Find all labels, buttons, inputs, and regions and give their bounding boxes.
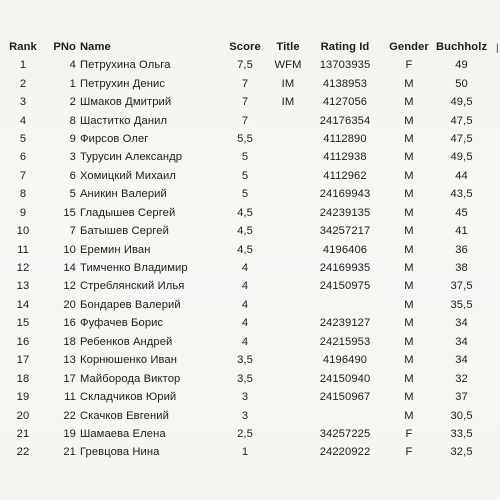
row-rating-id: 4196490 [322,354,368,367]
row-gender: M [404,391,414,404]
row-gender: M [404,77,414,90]
row-gender: M [404,96,414,109]
row-gender: M [404,372,414,385]
row-gender: M [404,151,414,164]
row-buchholz: 37 [455,391,468,404]
row-score: 5 [241,169,249,182]
row-pno: 5 [69,188,76,201]
header-name: Name [80,40,111,53]
row-title [268,369,308,387]
player-name: Петрухин Денис [80,77,166,90]
row-gender: M [404,335,414,348]
table-row [6,259,487,277]
player-name: Турусин Александр [80,151,183,164]
row-gender: M [404,225,414,238]
row-score: 3,5 [237,354,253,367]
row-gender: F [405,446,413,459]
row-pno: 15 [63,206,76,219]
row-pno: 4 [69,59,76,72]
row-buchholz: 32 [455,372,468,385]
row-score: 4,5 [237,206,253,219]
row-pno: 8 [69,114,76,127]
player-name: Тимченко Владимир [80,262,188,275]
player-name: Петрухина Ольга [80,59,171,72]
row-gender: M [404,206,414,219]
row-score: 5 [241,151,249,164]
row-rating-id: 4112962 [323,169,367,182]
row-title [268,240,308,258]
row-rating-id: 4127056 [322,96,368,109]
row-title [268,314,308,332]
row-buchholz: 49,5 [450,96,473,109]
row-score: 4 [241,262,249,275]
row-rating-id: 4112890 [323,132,367,145]
cut-off-column-edge: | [496,43,499,54]
header-score: Score [229,40,261,53]
player-name: Шмаков Дмитрий [80,96,172,109]
row-rating-id: 4112938 [323,151,367,164]
row-gender: M [404,298,414,311]
row-title [268,167,308,185]
player-name: Ребенков Андрей [80,335,173,348]
row-gender: M [404,188,414,201]
table-row [6,443,487,461]
row-rating-id [308,296,382,314]
row-gender: M [404,262,414,275]
row-pno: 20 [63,298,76,311]
row-rating-id: 4196406 [322,243,368,256]
row-rank: 10 [16,225,30,238]
row-pno: 2 [69,96,76,109]
table-row [6,425,487,443]
table-row [6,185,487,203]
row-buchholz: 37,5 [450,280,473,293]
row-buchholz: 34 [455,354,468,367]
row-gender: M [404,169,414,182]
row-rank: 16 [16,335,30,348]
row-buchholz: 36 [455,243,468,256]
row-rank: 19 [16,391,30,404]
row-title [268,277,308,295]
row-rating-id: 24169935 [319,262,371,275]
header-rating-id: Rating Id [320,40,370,53]
table-row [6,74,487,92]
row-rank: 22 [16,446,30,459]
row-score: 4,5 [237,243,253,256]
table-row [6,204,487,222]
row-pno: 22 [63,409,76,422]
table-row [6,296,487,314]
row-score: 7 [241,114,249,127]
row-score: 5 [241,188,249,201]
row-title [268,333,308,351]
table-row [6,111,487,129]
row-score: 3 [241,391,249,404]
row-rating-id: 24150967 [319,391,371,404]
row-pno: 7 [69,225,76,238]
row-buchholz: 33,5 [450,427,473,440]
row-score: 4 [241,317,249,330]
row-rank: 3 [19,96,27,109]
table-row [6,130,487,148]
table-row [6,148,487,166]
row-rank: 13 [16,280,30,293]
row-buchholz: 30,5 [450,409,473,422]
player-name: Бондарев Валерий [80,298,181,311]
table-row [6,277,487,295]
table-row [6,333,487,351]
row-score: 7,5 [237,59,253,72]
row-rank: 15 [16,317,30,330]
row-rating-id: 34257225 [319,427,371,440]
player-name: Гладышев Сергей [80,206,176,219]
row-buchholz: 47,5 [450,132,473,145]
row-score: 7 [241,77,249,90]
row-title [268,296,308,314]
row-title [268,425,308,443]
header-buchholz: Buchholz [436,40,488,53]
table-row [6,351,487,369]
row-rank: 12 [16,262,30,275]
row-buchholz: 38 [455,262,468,275]
row-buchholz: 43,5 [450,188,473,201]
row-title [268,351,308,369]
row-title [268,204,308,222]
row-rank: 21 [16,427,30,440]
row-pno: 17 [63,372,76,385]
player-name: Аникин Валерий [80,188,167,201]
table-row [6,56,487,74]
player-name: Шамаева Елена [80,427,166,440]
row-rank: 2 [19,77,27,90]
header-row [6,37,487,56]
row-buchholz: 34 [455,317,468,330]
player-name: Складчиков Юрий [80,391,177,404]
table-row [6,93,487,111]
row-gender: M [404,280,414,293]
row-gender: M [404,114,414,127]
row-rating-id: 13703935 [319,59,371,72]
row-rank: 20 [16,409,30,422]
row-rank: 9 [19,206,27,219]
row-rank: 1 [19,59,27,72]
row-rating-id: 4138953 [322,77,368,90]
row-gender: F [405,59,413,72]
row-buchholz: 35,5 [450,298,473,311]
row-score: 4,5 [237,225,253,238]
row-buchholz: 32,5 [450,446,473,459]
row-rating-id: 24239127 [319,317,371,330]
standings-table [6,37,487,462]
player-name: Корнюшенко Иван [80,354,178,367]
player-name: Батышев Сергей [80,225,169,238]
row-title [268,222,308,240]
row-rating-id: 24215953 [319,335,371,348]
player-name: Фирсов Олег [80,132,149,145]
row-gender: M [404,132,414,145]
row-buchholz: 44 [455,169,468,182]
table-row [6,222,487,240]
standings-body [6,56,487,462]
row-pno: 1 [69,77,76,90]
row-rank: 14 [16,298,30,311]
row-buchholz: 49,5 [450,151,473,164]
row-rating-id [308,406,382,424]
row-pno: 18 [63,335,76,348]
row-rank: 17 [16,354,30,367]
row-title: IM [281,77,295,90]
row-pno: 11 [64,391,76,404]
player-name: Гревцова Нина [80,446,160,459]
row-title [268,259,308,277]
row-pno: 21 [63,446,76,459]
row-title [268,406,308,424]
row-gender: M [404,243,414,256]
header-rank: Rank [9,40,37,53]
row-rank: 8 [19,188,27,201]
player-name: Майборода Виктор [80,372,181,385]
row-rating-id: 24239135 [319,206,371,219]
row-title [268,130,308,148]
row-rank: 5 [19,132,27,145]
row-gender: M [404,317,414,330]
table-row [6,314,487,332]
row-buchholz: 49 [455,59,468,72]
row-title: WFM [274,59,302,72]
row-rank: 11 [17,243,29,256]
row-pno: 9 [69,132,76,145]
row-pno: 13 [63,354,76,367]
player-name: Фуфачев Борис [80,317,164,330]
row-rating-id: 34257217 [319,225,371,238]
row-rank: 6 [19,151,27,164]
row-title [268,148,308,166]
row-pno: 14 [63,262,76,275]
player-name: Стреблянский Илья [80,280,185,293]
row-score: 1 [241,446,249,459]
row-score: 4 [241,335,249,348]
row-buchholz: 34 [455,335,468,348]
row-buchholz: 47,5 [450,114,473,127]
row-rating-id: 24150975 [319,280,371,293]
row-title [268,185,308,203]
row-title [268,443,308,461]
row-score: 3 [241,409,249,422]
row-pno: 16 [63,317,76,330]
row-rating-id: 24150940 [319,372,371,385]
row-rating-id: 24220922 [319,446,371,459]
row-title: IM [281,96,295,109]
row-rank: 7 [19,169,27,182]
row-gender: M [404,354,414,367]
row-score: 4 [241,298,249,311]
row-title [268,388,308,406]
row-rank: 18 [16,372,30,385]
row-score: 4 [241,280,249,293]
row-score: 5,5 [237,132,253,145]
row-pno: 12 [63,280,76,293]
player-name: Еремин Иван [80,243,151,256]
row-buchholz: 41 [455,225,468,238]
row-pno: 3 [69,151,76,164]
row-rating-id: 24176354 [319,114,371,127]
row-pno: 10 [63,243,76,256]
row-pno: 19 [63,427,76,440]
table-row [6,240,487,258]
header-pno: PNo [53,40,76,53]
row-rank: 4 [19,114,27,127]
row-gender: F [405,427,413,440]
header-title: Title [276,40,300,53]
row-pno: 6 [69,169,76,182]
table-row [6,167,487,185]
table-row [6,369,487,387]
table-row [6,406,487,424]
row-score: 2,5 [237,427,253,440]
row-title [268,111,308,129]
player-name: Скачков Евгений [80,409,169,422]
header-gender: Gender [389,40,429,53]
row-buchholz: 50 [455,77,468,90]
player-name: Хомицкий Михаил [80,169,176,182]
row-rating-id: 24169943 [319,188,371,201]
row-buchholz: 45 [455,206,468,219]
player-name: Шаститко Данил [80,114,168,127]
table-row [6,388,487,406]
row-score: 7 [241,96,249,109]
row-gender: M [404,409,414,422]
row-score: 3,5 [237,372,253,385]
